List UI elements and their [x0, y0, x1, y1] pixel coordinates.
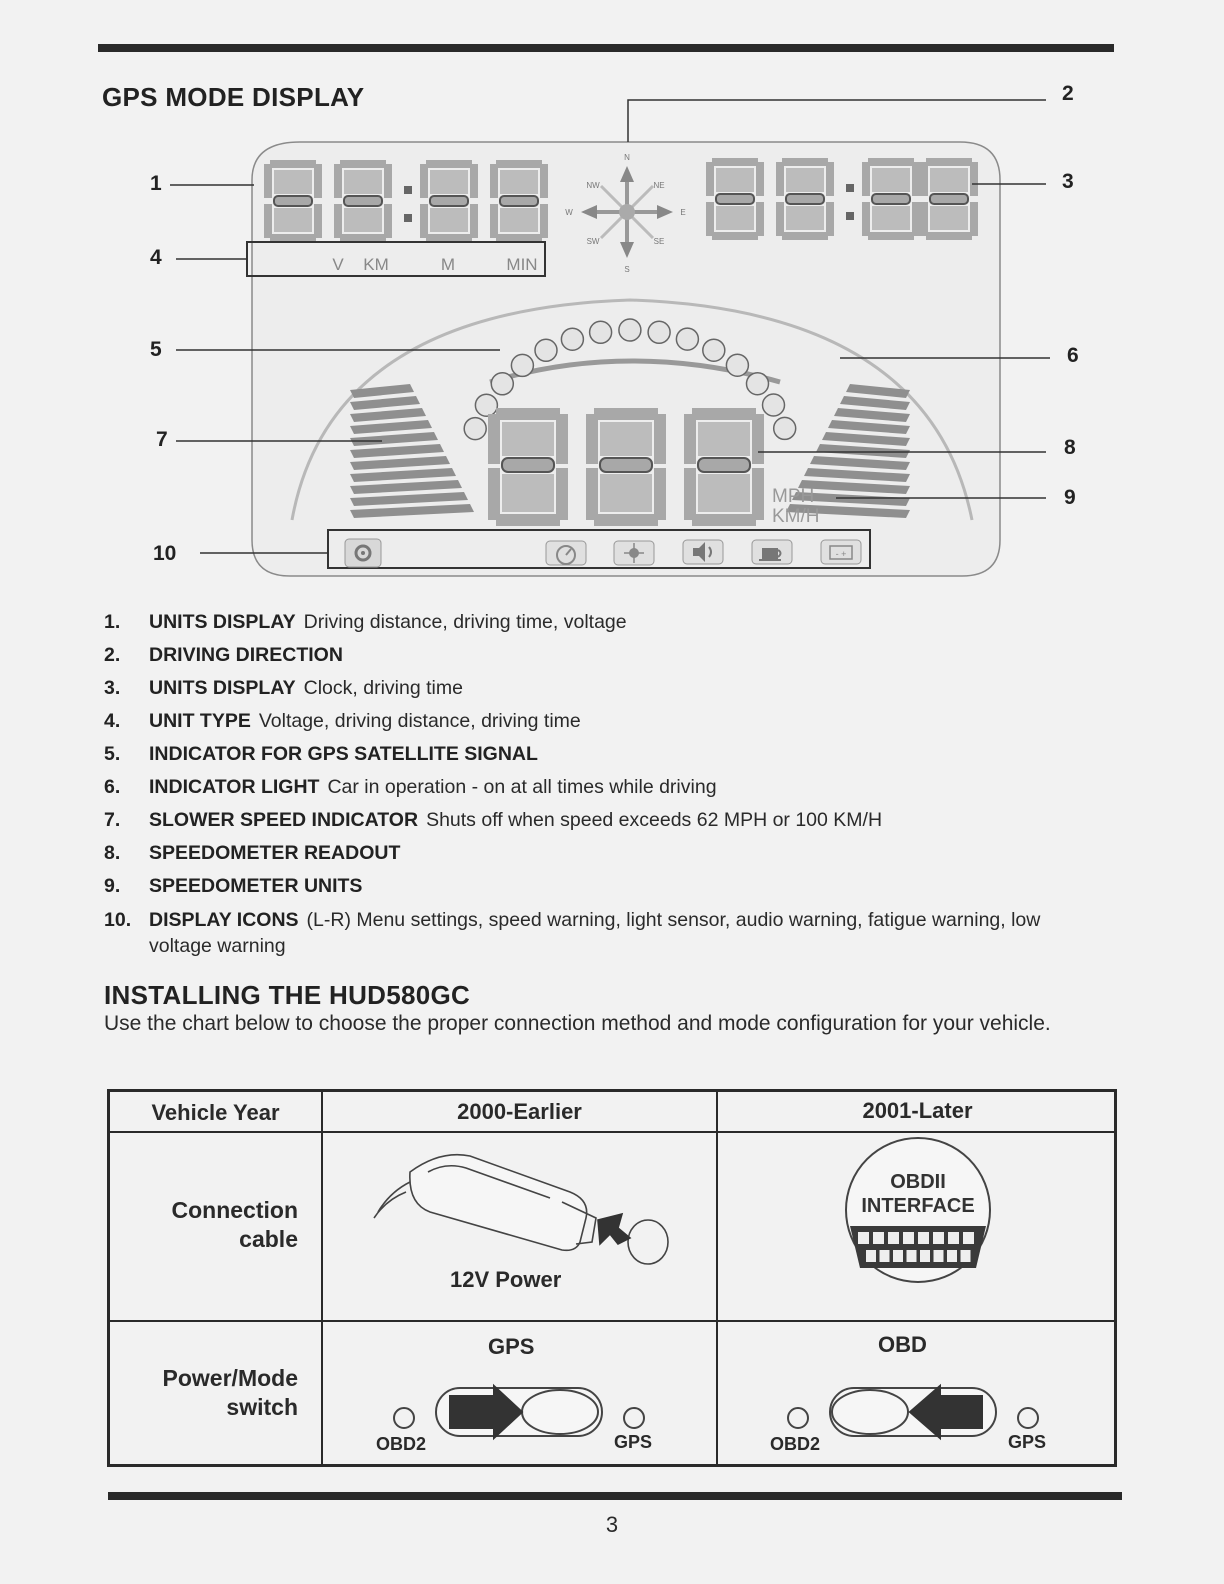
connection-table [107, 1089, 1117, 1467]
compass-e: E [680, 208, 686, 217]
obd-pin [961, 1250, 971, 1262]
satellite-dot [763, 394, 785, 416]
page-number: 3 [605, 1512, 619, 1537]
callout-9: 9 [1064, 486, 1076, 509]
obdii-label: OBDII [890, 1171, 946, 1193]
obd-pin [920, 1250, 930, 1262]
light-sensor-icon [614, 541, 654, 565]
row-label-power-mode-switch: Power/Mode switch [162, 1365, 298, 1420]
speed-unit-mph: MPH [772, 486, 815, 507]
car-charger-icon [374, 1155, 668, 1264]
satellite-dot [464, 418, 486, 440]
obd-pin [888, 1232, 899, 1244]
coffee-cup-icon [752, 540, 792, 564]
compass-sw: SW [586, 237, 600, 246]
list-item: 9. SPEEDOMETER UNITS [104, 875, 363, 897]
svg-text:- +: - + [835, 549, 847, 559]
callout-3: 3 [1062, 170, 1074, 193]
gear-icon [345, 539, 381, 567]
satellite-dot [475, 394, 497, 416]
compass-ne: NE [653, 181, 665, 190]
header-2001-later: 2001-Later [862, 1098, 973, 1123]
obd-pin [933, 1232, 944, 1244]
obd-pin [858, 1232, 869, 1244]
callout-2: 2 [1062, 82, 1074, 105]
list-item: 2. DRIVING DIRECTION [104, 644, 343, 666]
list-item: 8. SPEEDOMETER READOUT [104, 842, 401, 864]
list-item: 6. INDICATOR LIGHT Car in operation - on at all times while driving [104, 776, 717, 798]
speaker-icon [683, 540, 723, 564]
satellite-dot [590, 321, 612, 343]
callout-6: 6 [1067, 344, 1079, 367]
satellite-dot [491, 373, 513, 395]
satellite-dot [676, 328, 698, 350]
obd-pin [873, 1232, 884, 1244]
gps-mode-title: GPS MODE DISPLAY [102, 82, 365, 112]
switch-gps-mode [394, 1386, 644, 1438]
speed-unit-kmh: KM/H [772, 506, 820, 527]
obd-pin [903, 1232, 914, 1244]
callout-5: 5 [150, 338, 162, 361]
satellite-dot [561, 328, 583, 350]
obd-pin [934, 1250, 944, 1262]
obd-pin [963, 1232, 974, 1244]
obd-pin [948, 1232, 959, 1244]
callout-1: 1 [150, 172, 162, 195]
callout-7: 7 [156, 428, 168, 451]
bottom-rule [108, 1492, 1122, 1500]
obd-pin [947, 1250, 957, 1262]
obd-pin [866, 1250, 876, 1262]
satellite-dot [747, 373, 769, 395]
list-item: 5. INDICATOR FOR GPS SATELLITE SIGNAL [104, 743, 538, 765]
list-item: 4. UNIT TYPE Voltage, driving distance, driving time [104, 710, 581, 732]
switch-right-label-later: GPS [1008, 1432, 1047, 1452]
satellite-dot [535, 339, 557, 361]
install-title: INSTALLING THE HUD580GC [104, 980, 471, 1010]
list-item: 7. SLOWER SPEED INDICATOR Shuts off when speed exceeds 62 MPH or 100 KM/H [104, 809, 883, 831]
table-illustrations [110, 1092, 1114, 1464]
legend-list [104, 606, 1104, 959]
list-item: 3. UNITS DISPLAY Clock, driving time [104, 677, 463, 699]
obd-mode-label: OBD [878, 1332, 927, 1357]
obd-pin [880, 1250, 890, 1262]
callout-4: 4 [150, 246, 162, 269]
obdii-interface-icon [846, 1138, 990, 1282]
satellite-dot [648, 321, 670, 343]
satellite-dot [619, 319, 641, 341]
satellite-dot [774, 417, 796, 439]
compass-nw: NW [586, 181, 600, 190]
compass-se: SE [653, 237, 665, 246]
satellite-dot [726, 354, 748, 376]
header-vehicle-year: Vehicle Year [151, 1100, 280, 1125]
speedometer-readout [488, 408, 764, 526]
hud-diagram [0, 0, 1224, 600]
list-item: 10. DISPLAY ICONS (L-R) Menu settings, speed warning, light sensor, audio warning, fatigue warning, low voltage warning [104, 909, 1041, 957]
gps-mode-label: GPS [488, 1334, 535, 1359]
compass-s: S [624, 265, 630, 274]
unit-label-m: M [440, 255, 456, 274]
satellite-dot [511, 354, 533, 376]
obd-pin [907, 1250, 917, 1262]
obd-pin [918, 1232, 929, 1244]
compass-w: W [565, 208, 573, 217]
battery-icon [821, 540, 861, 564]
switch-right-label-early: GPS [614, 1432, 653, 1452]
obd-pin [893, 1250, 903, 1262]
header-2000-earlier: 2000-Earlier [457, 1099, 582, 1124]
switch-left-label-later: OBD2 [770, 1434, 821, 1454]
interface-label: INTERFACE [861, 1195, 975, 1217]
unit-label-km: KM [363, 255, 389, 274]
unit-label-min: MIN [506, 255, 538, 274]
twelve-volt-power-label: 12V Power [450, 1267, 562, 1292]
switch-left-label-early: OBD2 [376, 1434, 427, 1454]
install-intro: Use the chart below to choose the proper connection method and mode configuration for your vehicle. [104, 1012, 1051, 1035]
switch-obd-mode [788, 1386, 1038, 1438]
unit-label-v: V [332, 255, 344, 274]
speedometer-icon [546, 541, 586, 565]
row-label-connection-cable: Connection cable [171, 1197, 298, 1252]
callout-10: 10 [153, 542, 177, 565]
satellite-dot [703, 339, 725, 361]
compass-n: N [624, 153, 630, 162]
list-item: 1. UNITS DISPLAY Driving distance, driving time, voltage [104, 611, 627, 633]
callout-8: 8 [1064, 436, 1076, 459]
